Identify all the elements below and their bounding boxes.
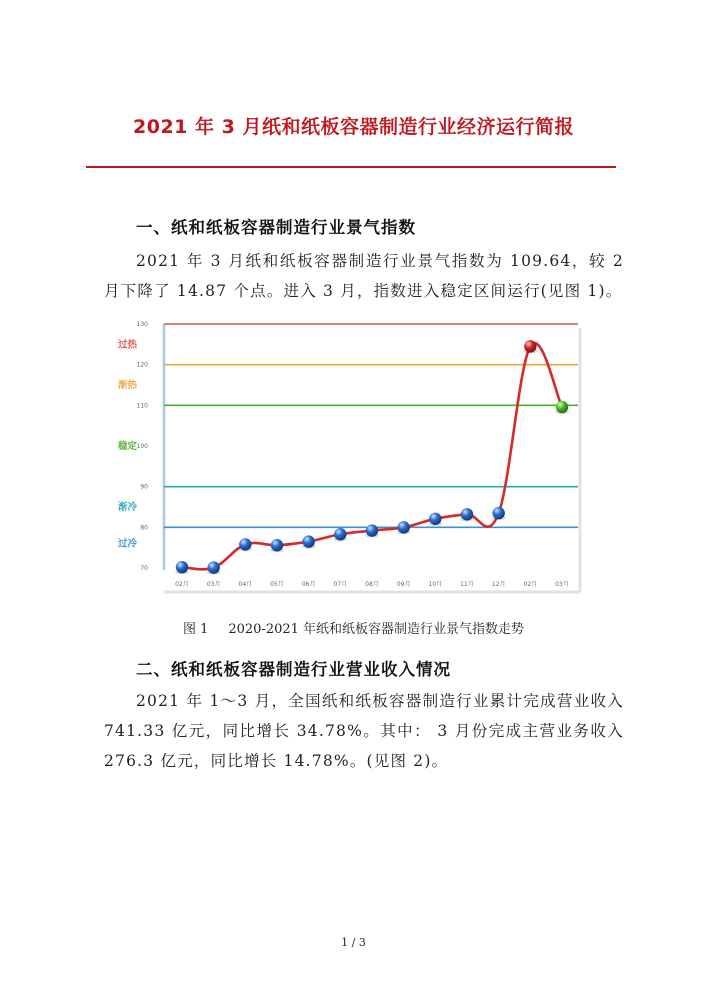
- y-tick-label-3: 100: [136, 443, 148, 450]
- title-divider: [86, 166, 616, 168]
- y-tick-label-4: 110: [136, 402, 148, 410]
- zone-label-1: 渐热: [118, 380, 138, 391]
- y-tick-label-1: 80: [140, 524, 148, 532]
- figure1-label: 图 1: [182, 622, 209, 637]
- x-tick-label-5: 07月: [333, 581, 348, 588]
- figure1-caption-text: 2020-2021 年纸和纸板容器制造行业景气指数走势: [228, 622, 525, 637]
- x-tick-label-8: 10月: [428, 581, 443, 588]
- x-tick-label-4: 06月: [301, 581, 316, 588]
- x-tick-label-6: 08月: [365, 581, 379, 588]
- data-point-5: [334, 528, 346, 540]
- x-tick-label-9: 11月: [460, 581, 474, 588]
- data-point-8: [429, 513, 441, 525]
- x-tick-label-12: 03月: [555, 581, 569, 588]
- data-point-9: [461, 508, 473, 520]
- data-point-10: [492, 507, 504, 519]
- data-point-6: [366, 524, 378, 536]
- data-point-2: [239, 538, 251, 550]
- section1-paragraph: 2021 年 3 月纸和纸板容器制造行业景气指数为 109.64，较 2 月下降了 14.87 个点。进入 3 月，指数进入稳定区间运行(见图 1)。: [104, 252, 624, 300]
- y-tick-label-0: 70: [140, 565, 148, 572]
- data-point-7: [397, 521, 409, 533]
- data-point-4: [302, 535, 314, 547]
- data-point-12: [556, 401, 568, 413]
- x-tick-label-0: 02月: [175, 581, 189, 588]
- zone-label-4: 过冷: [118, 538, 138, 550]
- section2-paragraph: 2021 年 1～3 月，全国纸和纸板容器制造行业累计完成营业收入 741.33 亿元，同比增长 34.78%。其中： 3 月份完成主营业务收入 276.3 亿元，同比增长 14.78%。(见图 2)。: [104, 692, 624, 770]
- x-tick-label-1: 03月: [206, 581, 221, 588]
- zone-label-3: 渐冷: [118, 502, 138, 513]
- section1-heading: 一、纸和纸板容器制造行业景气指数: [136, 218, 416, 237]
- data-point-1: [207, 561, 219, 573]
- x-tick-label-11: 02月: [523, 581, 538, 588]
- data-point-3: [271, 539, 283, 551]
- data-point-11: [524, 340, 536, 352]
- figure1-caption: [0, 618, 707, 637]
- section2-heading: 二、纸和纸板容器制造行业营业收入情况: [136, 660, 451, 679]
- x-tick-label-2: 04月: [238, 581, 253, 588]
- y-tick-label-2: 90: [140, 483, 148, 491]
- document-title: 2021 年 3 月纸和纸板容器制造行业经济运行简报: [133, 116, 574, 138]
- zone-label-2: 稳定: [118, 441, 138, 452]
- y-tick-label-6: 130: [136, 321, 148, 328]
- data-point-0: [176, 561, 188, 573]
- page-number: 1 / 3: [341, 936, 366, 949]
- x-tick-label-10: 12月: [491, 581, 506, 588]
- y-tick-label-5: 120: [136, 361, 148, 369]
- x-tick-label-3: 05月: [270, 581, 284, 588]
- x-tick-label-7: 09月: [396, 581, 411, 588]
- prosperity-index-chart: [112, 316, 584, 598]
- zone-label-0: 过热: [118, 339, 138, 351]
